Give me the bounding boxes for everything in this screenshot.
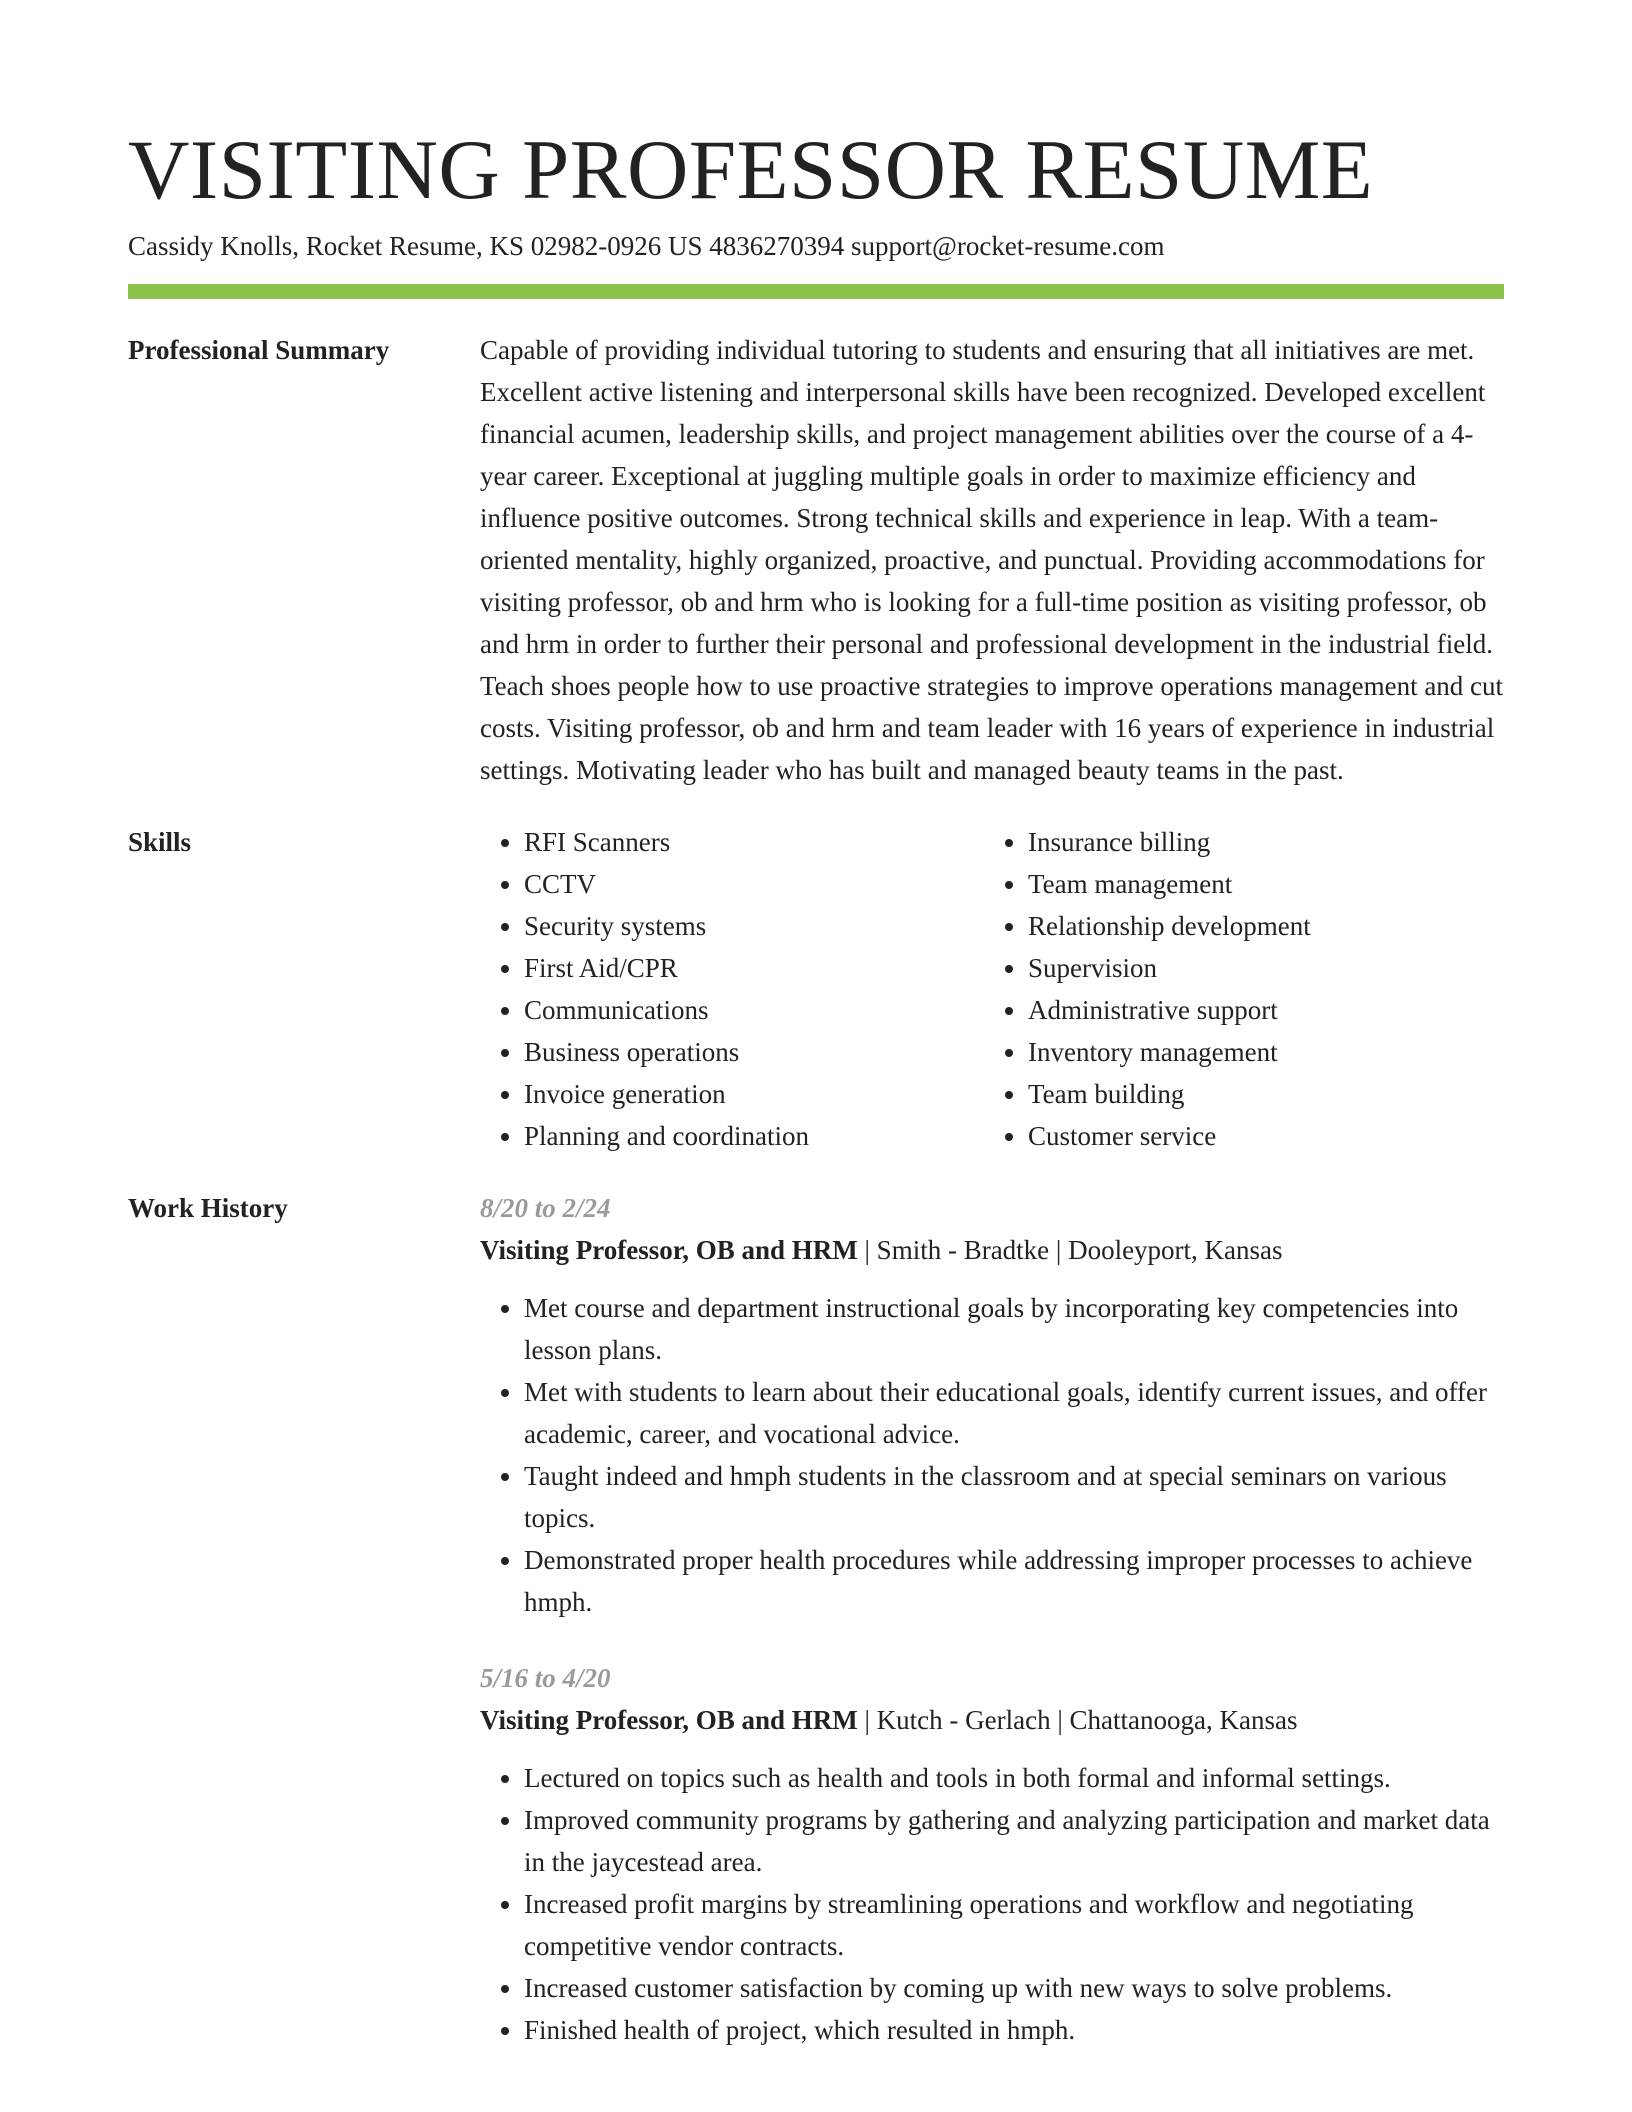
job-heading: [480, 1229, 1504, 1271]
job-title: Visiting Professor, OB and HRM: [480, 1705, 858, 1735]
job-bullet: • Lectured on topics such as health and tools in both formal and informal settings.: [524, 1757, 1504, 1799]
skill-item: • Team management: [1028, 863, 1488, 905]
skill-item: • Planning and coordination: [524, 1115, 984, 1157]
skill-item: • Customer service: [1028, 1115, 1488, 1157]
skill-item: • Relationship development: [1028, 905, 1488, 947]
job-bullet: • Increased profit margins by streamlining operations and workflow and negotiating competitive vendor contracts.: [524, 1883, 1504, 1967]
job-bullet: • Met with students to learn about their educational goals, identify current issues, and offer academic, career, and vocational advice.: [524, 1371, 1504, 1455]
resume-title: VISITING PROFESSOR RESUME: [128, 123, 1374, 217]
skill-item: • Communications: [524, 989, 984, 1031]
job-bullet: • Improved community programs by gathering and analyzing participation and market data in the jaycestead area.: [524, 1799, 1504, 1883]
job-heading: [480, 1699, 1504, 1741]
section-label-skills: Skills: [128, 827, 192, 857]
job-dates: 5/16 to 4/20: [480, 1663, 611, 1693]
job-dates: 8/20 to 2/24: [480, 1193, 611, 1223]
job-bullet: • Met course and department instructional goals by incorporating key competencies into lesson plans.: [524, 1287, 1504, 1371]
skill-item: • Team building: [1028, 1073, 1488, 1115]
job-bullet: • Increased customer satisfaction by coming up with new ways to solve problems.: [524, 1967, 1504, 2009]
skills-list-right: [984, 821, 1488, 1157]
section-label-summary: Professional Summary: [128, 335, 390, 365]
header-divider: [128, 284, 1504, 299]
contact-line: Cassidy Knolls, Rocket Resume, KS 02982-0926 US 4836270394 support@rocket-resume.com: [128, 231, 1165, 261]
work-history-section: [128, 1187, 1504, 2085]
summary-text: Capable of providing individual tutoring to students and ensuring that all initiatives are met. Excellent active listening and interpersonal skills have been recognized. Developed excellent financial acumen, leadership skills, and project management abilities over the course of a 4-year career. Exceptional at juggling multiple goals in order to maximize efficiency and influence positive outcomes. Strong technical skills and experience in leap. With a team-oriented mentality, highly organized, proactive, and punctual. Providing accommodations for visiting professor, ob and hrm who is looking for a full-time position as visiting professor, ob and hrm in order to further their personal and professional development in the industrial field. Teach shoes people how to use proactive strategies to improve operations management and cut costs. Visiting professor, ob and hrm and team leader with 16 years of experience in industrial settings. Motivating leader who has built and managed beauty teams in the past.: [480, 335, 1504, 785]
job-entry: [480, 1657, 1504, 2051]
section-label-work: Work History: [128, 1193, 288, 1223]
skill-item: • First Aid/CPR: [524, 947, 984, 989]
skill-item: • Supervision: [1028, 947, 1488, 989]
job-bullets: [480, 1287, 1504, 1623]
skill-item: • Invoice generation: [524, 1073, 984, 1115]
job-bullet: • Demonstrated proper health procedures while addressing improper processes to achieve hmph.: [524, 1539, 1504, 1623]
skill-item: • Insurance billing: [1028, 821, 1488, 863]
skill-item: • RFI Scanners: [524, 821, 984, 863]
job-employer-location: | Kutch - Gerlach | Chattanooga, Kansas: [857, 1705, 1298, 1735]
skills-section: [128, 821, 1504, 1157]
skill-item: • Business operations: [524, 1031, 984, 1073]
resume-page: [128, 120, 1504, 2085]
skill-item: • CCTV: [524, 863, 984, 905]
skill-item: • Inventory management: [1028, 1031, 1488, 1073]
job-employer-location: | Smith - Bradtke | Dooleyport, Kansas: [857, 1235, 1283, 1265]
professional-summary-section: [128, 329, 1504, 791]
skill-item: • Security systems: [524, 905, 984, 947]
job-bullet: • Finished health of project, which resulted in hmph.: [524, 2009, 1504, 2051]
job-bullets: [480, 1757, 1504, 2051]
skill-item: • Administrative support: [1028, 989, 1488, 1031]
job-entry: [480, 1187, 1504, 1623]
job-bullet: • Taught indeed and hmph students in the classroom and at special seminars on various topics.: [524, 1455, 1504, 1539]
job-title: Visiting Professor, OB and HRM: [480, 1235, 858, 1265]
skills-list-left: [480, 821, 984, 1157]
